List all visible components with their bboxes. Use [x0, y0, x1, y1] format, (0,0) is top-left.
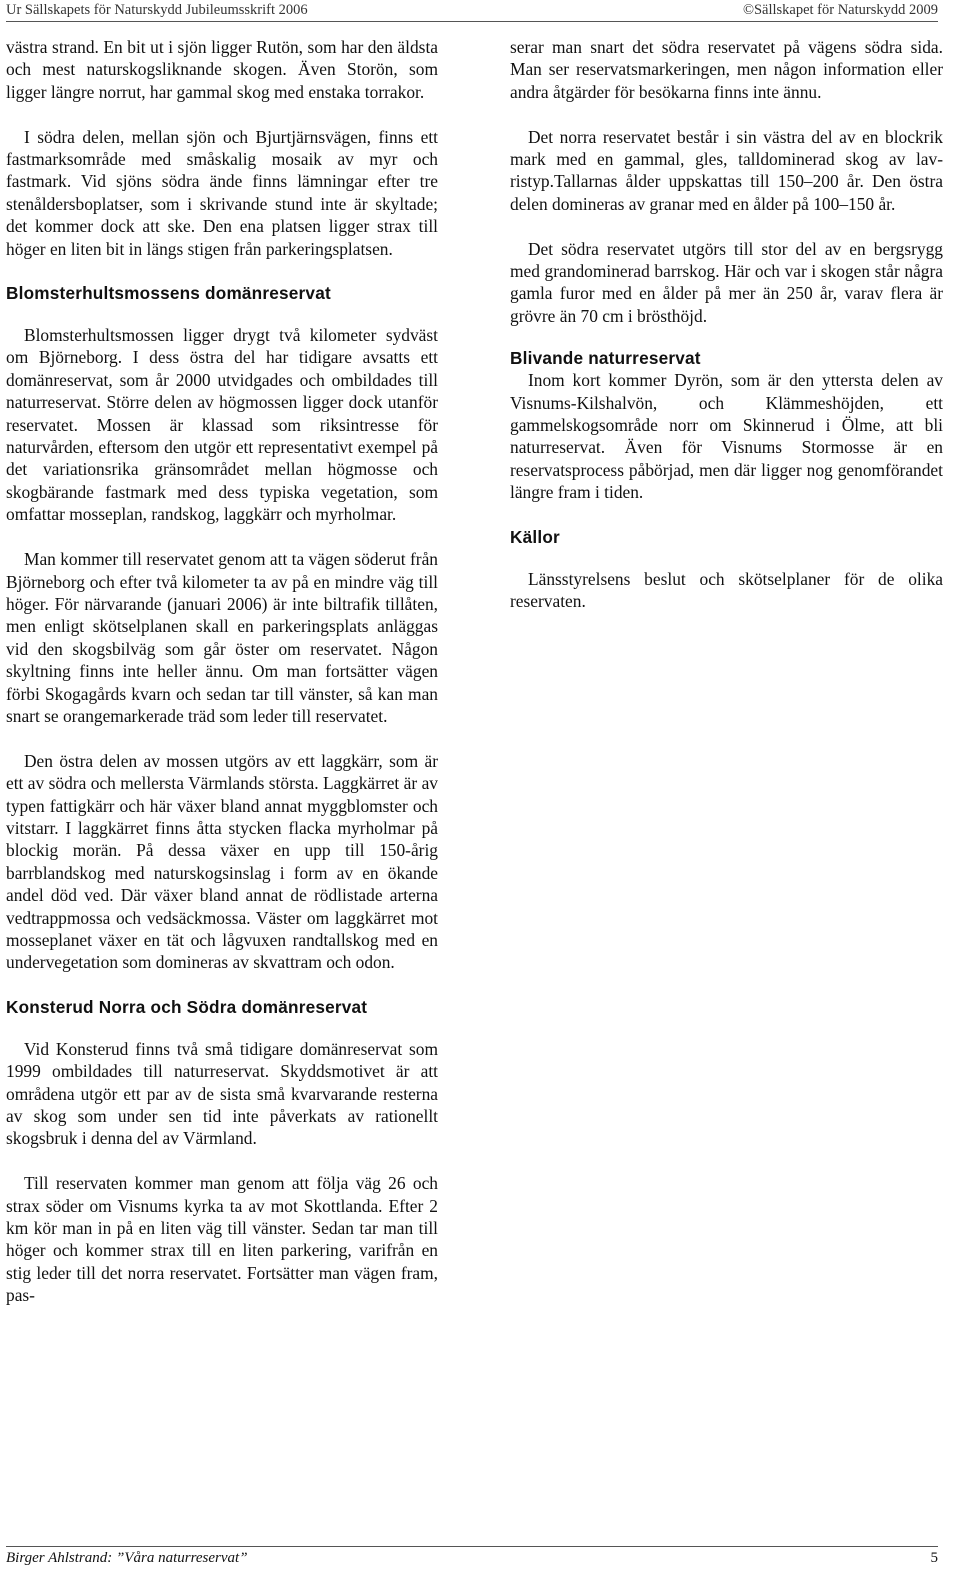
page-number: 5 — [930, 1549, 938, 1566]
section-heading-kallor: Källor — [510, 526, 560, 547]
paragraph: Man kommer till reservatet genom att ta vägen söderut från Björneborg och efter två kilometer ta av på en mindre väg till höger. För närvarande (januari 2006) är inte biltrafik tillåten, men enligt skötselplanen skall en parkeringsplats anläggas vid den skogsbilväg som går öster om reservatet. Någon skyltning finns inte heller ännu. Om man fortsätter vägen förbi Skogagårds kvarn och sedan tar till vänster, så kan man snart se orangemarkerade träd som leder till reservatet. — [6, 549, 438, 726]
footer-divider — [6, 1546, 938, 1547]
section-heading-blivande: Blivande naturreservat — [510, 348, 701, 369]
paragraph: Länsstyrelsens beslut och skötselplaner för de olika reservaten. — [510, 568, 943, 612]
paragraph: Inom kort kommer Dyrön, som är den yttersta delen av Visnums-Kilshalvön, och Klämmeshöjden, ett gammelskogsområde norr om Skinnerud i Ölme, att bli naturreservat. Även för Visnums Stormosse är en reservatsprocess påbörjad, men där ligger nog genomförandet längre fram i tiden. — [510, 370, 943, 503]
page-header — [6, 0, 938, 20]
page-footer — [6, 1548, 938, 1568]
paragraph: Den östra delen av mossen utgörs av ett laggkärr, som är ett av södra och mellersta Värmlands största. Laggkärret är av typen fattigkärr och här växer bland annat myggblomster och vitstarr. I laggkärret finns åtta stycken flacka myrholmar på blockig morän. På dessa växer en upp till 150-årig barrblandskog med naturskogsinslag i form av en ökande andel död ved. Där växer bland annat de rödlistade arterna vedtrappmossa och vedsäckmossa. Väster om laggkärret mot mosseplanet växer en tät och lågvuxen randtallskog med en undervegetation som domineras av skvattram och odon. — [6, 750, 438, 973]
section-heading-blomsterhultsmossen: Blomsterhultsmossens domänreservat — [6, 283, 331, 304]
paragraph: västra strand. En bit ut i sjön ligger Rutön, som har den äldsta och mest naturskogsliknande skogen. Även Storön, som ligger längre norrut, har gammal skog med enstaka torrakor. — [6, 37, 438, 102]
paragraph: Det norra reservatet består i sin västra del av en blockrik mark med en gammal, gles, talldominerad skog av lav-ristyp.Tallarnas ålder uppskattas till 150–200 år. Den östra delen domineras av granar med en ålder på 100–150 år. — [510, 126, 943, 214]
right-column — [510, 36, 943, 613]
footer-author: Birger Ahlstrand: ”Våra naturreservat” — [6, 1549, 248, 1566]
header-divider — [6, 21, 938, 22]
paragraph: Till reservaten kommer man genom att följa väg 26 och strax söder om Visnums kyrka ta av mot Skottlanda. Efter 2 km kör man in på en liten väg till vänster. Sedan tar man till höger och kommer strax till en liten parkering, varifrån en stig leder till det norra reservatet. Fortsätter man vägen fram, pas- — [6, 1173, 438, 1306]
paragraph: I södra delen, mellan sjön och Bjurtjärnsvägen, finns ett fastmarksområde med småskalig mosaik av myr och fastmark. Vid sjöns södra ände finns lämningar efter tre stenåldersboplatser, som i skrivande stund inte är skyltade; det kommer dock att ske. Den ena platsen ligger strax till höger en liten bit in längs stigen från parkeringsplatsen. — [6, 126, 438, 259]
paragraph: serar man snart det södra reservatet på vägens södra sida. Man ser reservatsmarkeringen, men någon information eller andra åtgärder för besökarna finns inte ännu. — [510, 37, 943, 102]
header-source: Ur Sällskapets för Naturskydd Jubileumsskrift 2006 — [6, 1, 308, 18]
left-column — [6, 36, 438, 1307]
header-copyright: ©Sällskapet för Naturskydd 2009 — [742, 1, 938, 18]
paragraph: Det södra reservatet utgörs till stor del av en bergsrygg med grandominerad barrskog. Här och var i skogen står några gamla furor med en ålder på mer än 250 år, varav flera är grövre än 70 cm i brösthöjd. — [510, 238, 943, 326]
paragraph: Vid Konsterud finns två små tidigare domänreservat som 1999 ombildades till naturreservat. Skyddsmotivet är att områdena utgör ett par av de sista små kvarvarande resterna av skog som under sen tid inte påverkats av rationellt skogsbruk i denna del av Värmland. — [6, 1038, 438, 1149]
paragraph: Blomsterhultsmossen ligger drygt två kilometer sydväst om Björneborg. I dess östra del har tidigare avsatts ett domänreservat, som år 2000 utvidgades och ombildades till naturreservat. Större delen av högmossen ligger dock utanför reservatet. Mossen är klassad som riksintresse för naturvården, eftersom den utgör ett representativt exempel på det variationsrika gränsområdet mellan högmosse och skogbärande fastmark med dess typiska vegetation, som omfattar mosseplan, randskog, laggkärr och myrholmar. — [6, 325, 438, 525]
section-heading-konsterud: Konsterud Norra och Södra domänreservat — [6, 996, 368, 1017]
